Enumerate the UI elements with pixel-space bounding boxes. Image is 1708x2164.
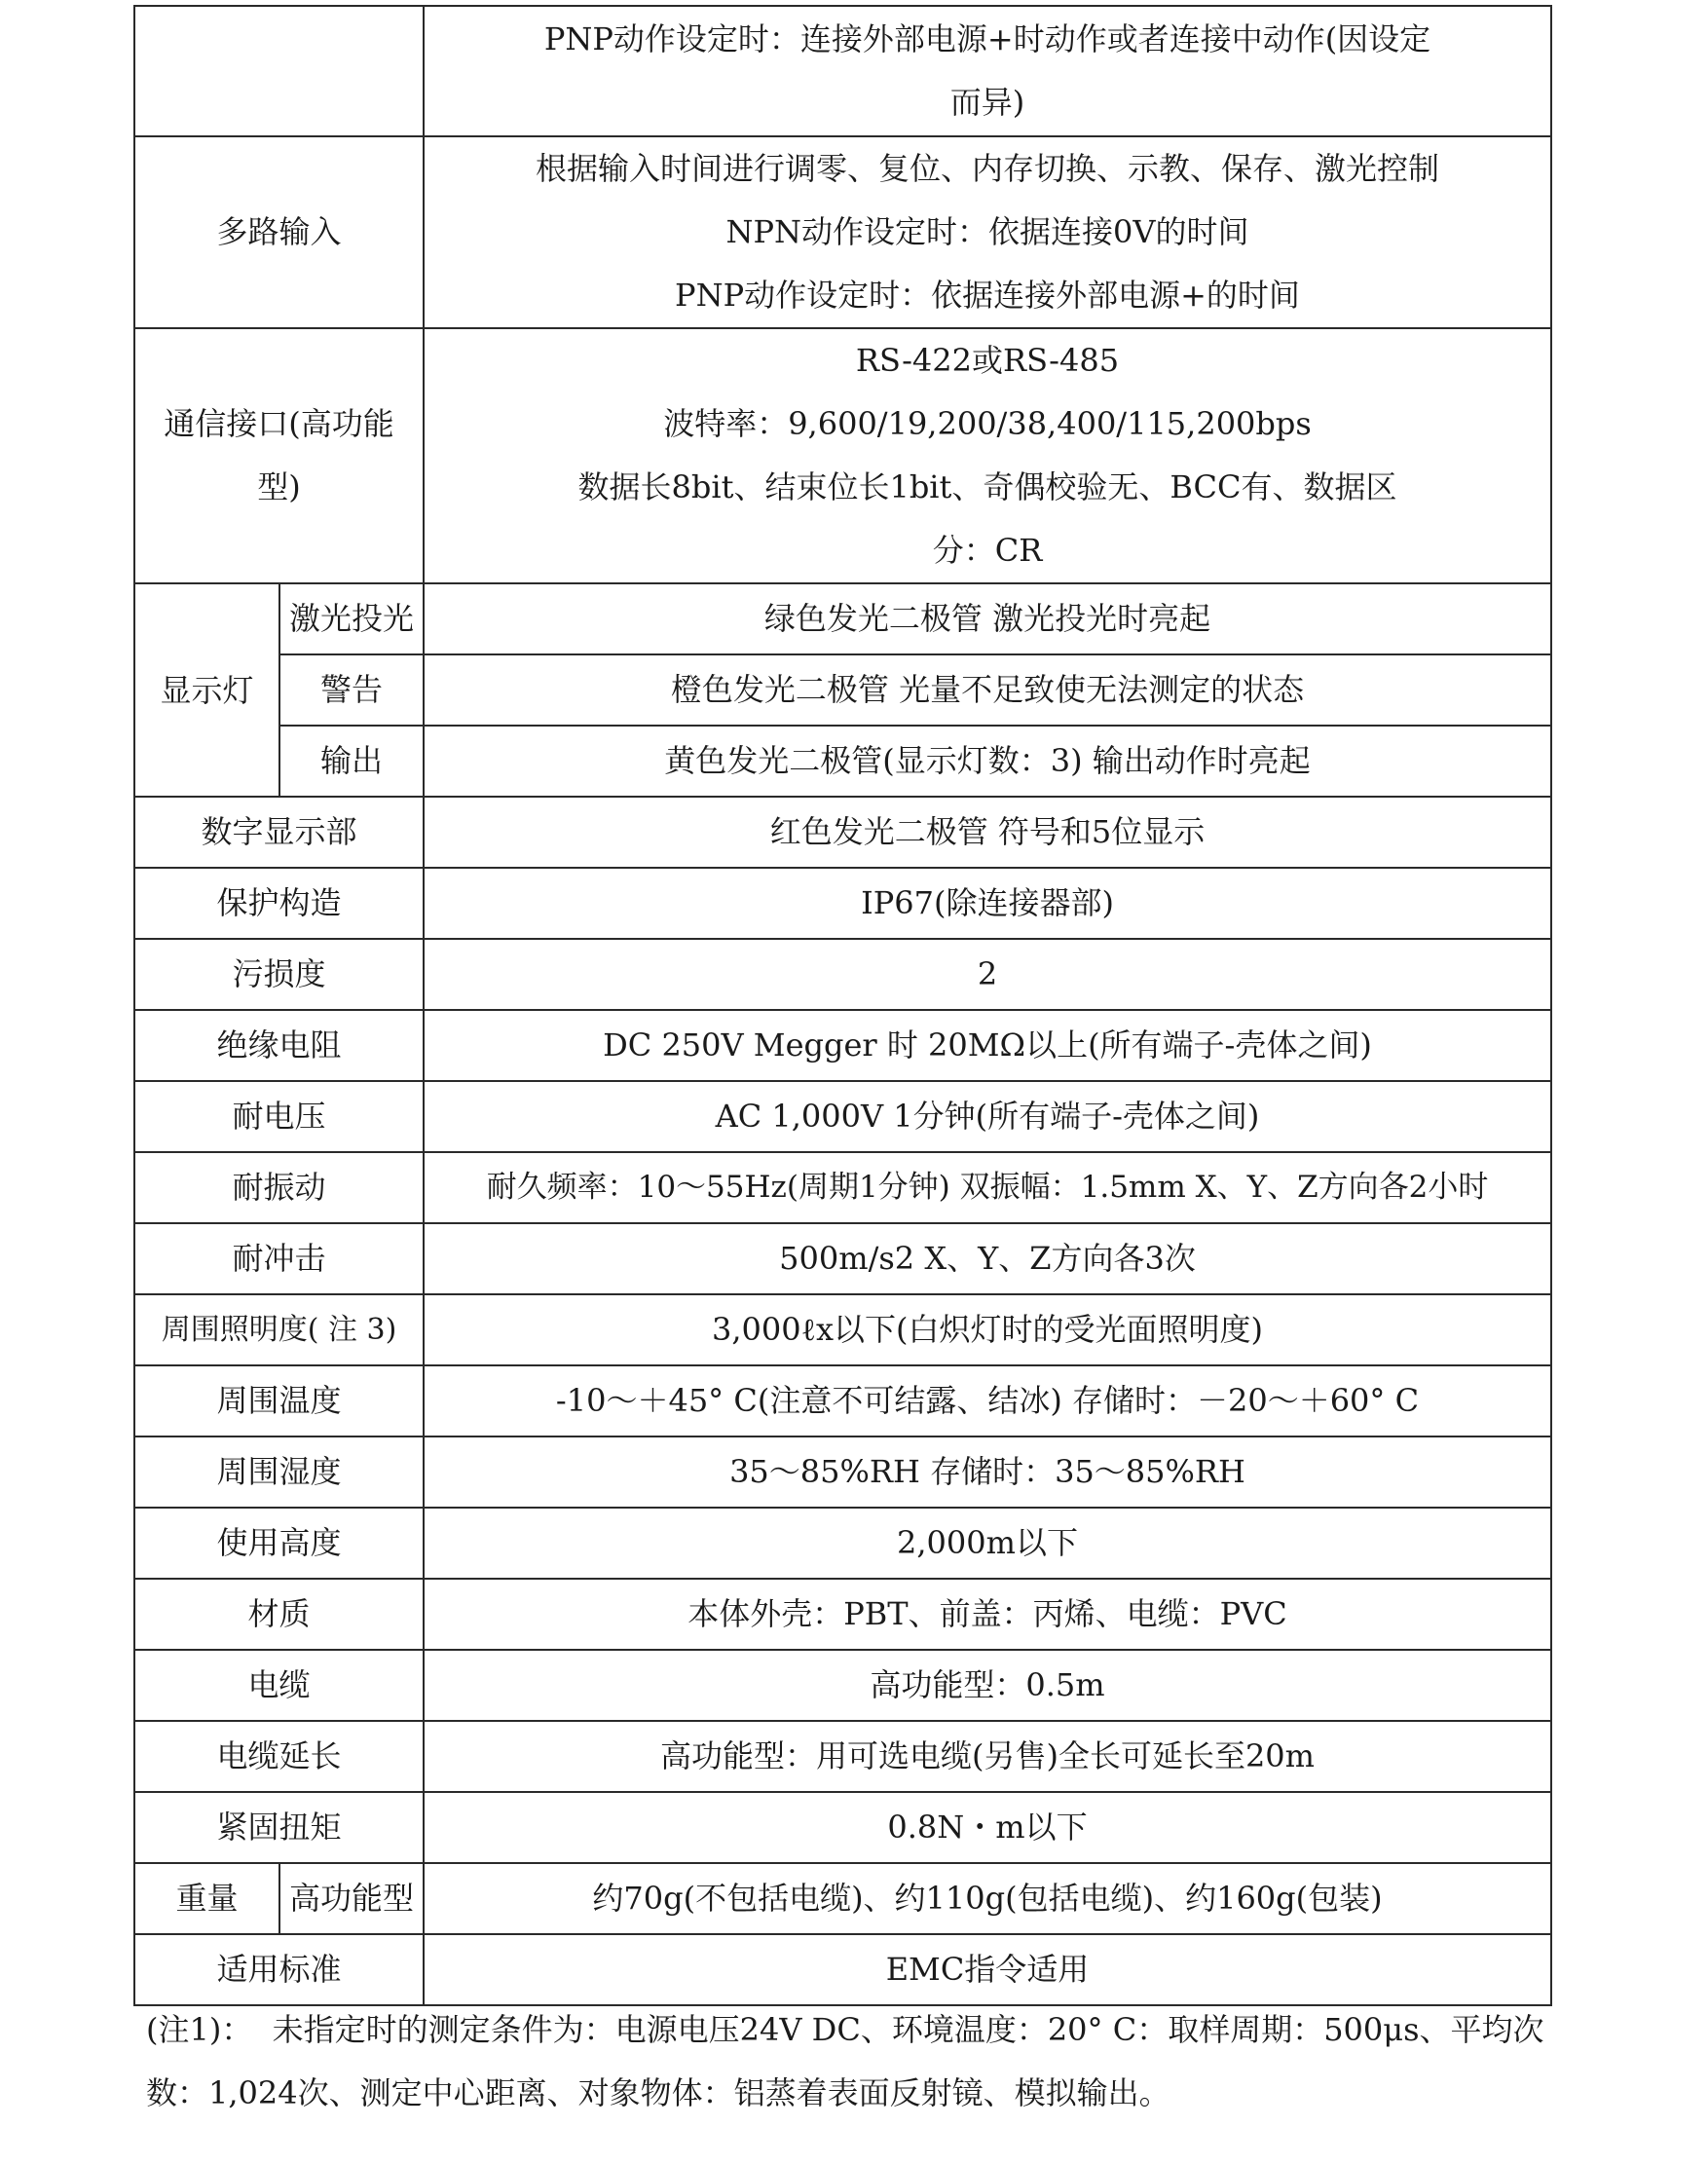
row-multi-input — [134, 136, 1551, 328]
row-cable-extension — [134, 1721, 1551, 1792]
row-label-comm: 通信接口(高功能型) — [134, 328, 424, 583]
row-pollution-degree — [134, 939, 1551, 1010]
row-digital-display — [134, 797, 1551, 868]
row-cable — [134, 1650, 1551, 1721]
row-label: 周围温度 — [134, 1365, 424, 1436]
row-label: 污损度 — [134, 939, 424, 1010]
row-value-weight: 约70g(不包括电缆)、约110g(包括电缆)、约160g(包装) — [424, 1863, 1551, 1934]
indicator-sublabel-output: 输出 — [279, 726, 424, 797]
row-vibration — [134, 1152, 1551, 1223]
row-value: 35～85%RH 存储时：35～85%RH — [424, 1436, 1551, 1508]
row-label: 耐振动 — [134, 1152, 424, 1223]
row-label: 周围湿度 — [134, 1436, 424, 1508]
row-value: 耐久频率：10～55Hz(周期1分钟) 双振幅：1.5mm X、Y、Z方向各2小时 — [424, 1152, 1551, 1223]
row-value: 2,000m以下 — [424, 1508, 1551, 1579]
row-value: 本体外壳：PBT、前盖：丙烯、电缆：PVC — [424, 1579, 1551, 1650]
row-indicator-warning — [134, 654, 1551, 726]
row-value: -10～＋45° C(注意不可结露、结冰) 存储时：－20～＋60° C — [424, 1365, 1551, 1436]
row-withstand-voltage — [134, 1081, 1551, 1152]
indicator-value-laser: 绿色发光二极管 激光投光时亮起 — [424, 583, 1551, 654]
indicator-sublabel-warning: 警告 — [279, 654, 424, 726]
row-label-indicator: 显示灯 — [134, 583, 279, 797]
row-value-pnp-output: PNP动作设定时：连接外部电源+时动作或者连接中动作(因设定而异) — [424, 6, 1551, 136]
row-value: 高功能型：用可选电缆(另售)全长可延长至20m — [424, 1721, 1551, 1792]
row-protection — [134, 868, 1551, 939]
row-value: 红色发光二极管 符号和5位显示 — [424, 797, 1551, 868]
row-value-comm — [424, 328, 1551, 583]
row-label-empty — [134, 6, 424, 136]
row-value: AC 1,000V 1分钟(所有端子-壳体之间) — [424, 1081, 1551, 1152]
row-label: 电缆 — [134, 1650, 424, 1721]
row-value: 3,000ℓx以下(白炽灯时的受光面照明度) — [424, 1294, 1551, 1365]
row-label: 保护构造 — [134, 868, 424, 939]
row-label: 耐电压 — [134, 1081, 424, 1152]
row-insulation — [134, 1010, 1551, 1081]
row-material — [134, 1579, 1551, 1650]
row-label: 周围照明度( 注 3) — [134, 1294, 424, 1365]
row-value-multi-input — [424, 136, 1551, 328]
row-label: 紧固扭矩 — [134, 1792, 424, 1863]
row-tightening-torque — [134, 1792, 1551, 1863]
row-weight — [134, 1863, 1551, 1934]
indicator-sublabel-laser: 激光投光 — [279, 583, 424, 654]
row-ambient-temperature — [134, 1365, 1551, 1436]
row-label: 耐冲击 — [134, 1223, 424, 1294]
comm-line-2: 波特率：9,600/19,200/38,400/115,200bps — [663, 405, 1312, 442]
row-value: 2 — [424, 939, 1551, 1010]
multi-input-line-2: NPN动作设定时：依据连接0V的时间 — [725, 213, 1249, 250]
row-value: 0.8N・m以下 — [424, 1792, 1551, 1863]
weight-sublabel: 高功能型 — [279, 1863, 424, 1934]
row-value: IP67(除连接器部) — [424, 868, 1551, 939]
row-altitude — [134, 1508, 1551, 1579]
row-label: 绝缘电阻 — [134, 1010, 424, 1081]
spec-table — [133, 5, 1552, 2006]
row-label: 使用高度 — [134, 1508, 424, 1579]
row-ambient-humidity — [134, 1436, 1551, 1508]
row-value: DC 250V Megger 时 20MΩ以上(所有端子-壳体之间) — [424, 1010, 1551, 1081]
row-standard — [134, 1934, 1551, 2005]
row-label-multi-input: 多路输入 — [134, 136, 424, 328]
row-value: 高功能型：0.5m — [424, 1650, 1551, 1721]
multi-input-line-3: PNP动作设定时：依据连接外部电源+的时间 — [675, 277, 1300, 314]
comm-line-1: RS-422或RS-485 — [855, 342, 1120, 379]
row-indicator-output — [134, 726, 1551, 797]
indicator-value-output: 黄色发光二极管(显示灯数：3) 输出动作时亮起 — [424, 726, 1551, 797]
row-value-standard: EMC指令适用 — [424, 1934, 1551, 2005]
row-label-standard: 适用标准 — [134, 1934, 424, 2005]
row-illuminance — [134, 1294, 1551, 1365]
multi-input-line-1: 根据输入时间进行调零、复位、内存切换、示教、保存、激光控制 — [535, 150, 1439, 187]
row-indicator-laser — [134, 583, 1551, 654]
footnote: (注1)： 未指定时的测定条件为：电源电压24V DC、环境温度：20° C：取样周期：500μs、平均次数：1,024次、测定中心距离、对象物体：铝蒸着表面反射镜、模拟输出。 — [146, 2011, 1544, 2111]
row-pnp-output — [134, 6, 1551, 136]
row-label-weight: 重量 — [134, 1863, 279, 1934]
row-comm — [134, 328, 1551, 583]
comm-line-3: 数据长8bit、结束位长1bit、奇偶校验无、BCC有、数据区分：CR — [577, 468, 1397, 569]
row-label: 数字显示部 — [134, 797, 424, 868]
row-shock — [134, 1223, 1551, 1294]
row-label: 电缆延长 — [134, 1721, 424, 1792]
row-value: 500m/s2 X、Y、Z方向各3次 — [424, 1223, 1551, 1294]
indicator-value-warning: 橙色发光二极管 光量不足致使无法测定的状态 — [424, 654, 1551, 726]
row-label: 材质 — [134, 1579, 424, 1650]
